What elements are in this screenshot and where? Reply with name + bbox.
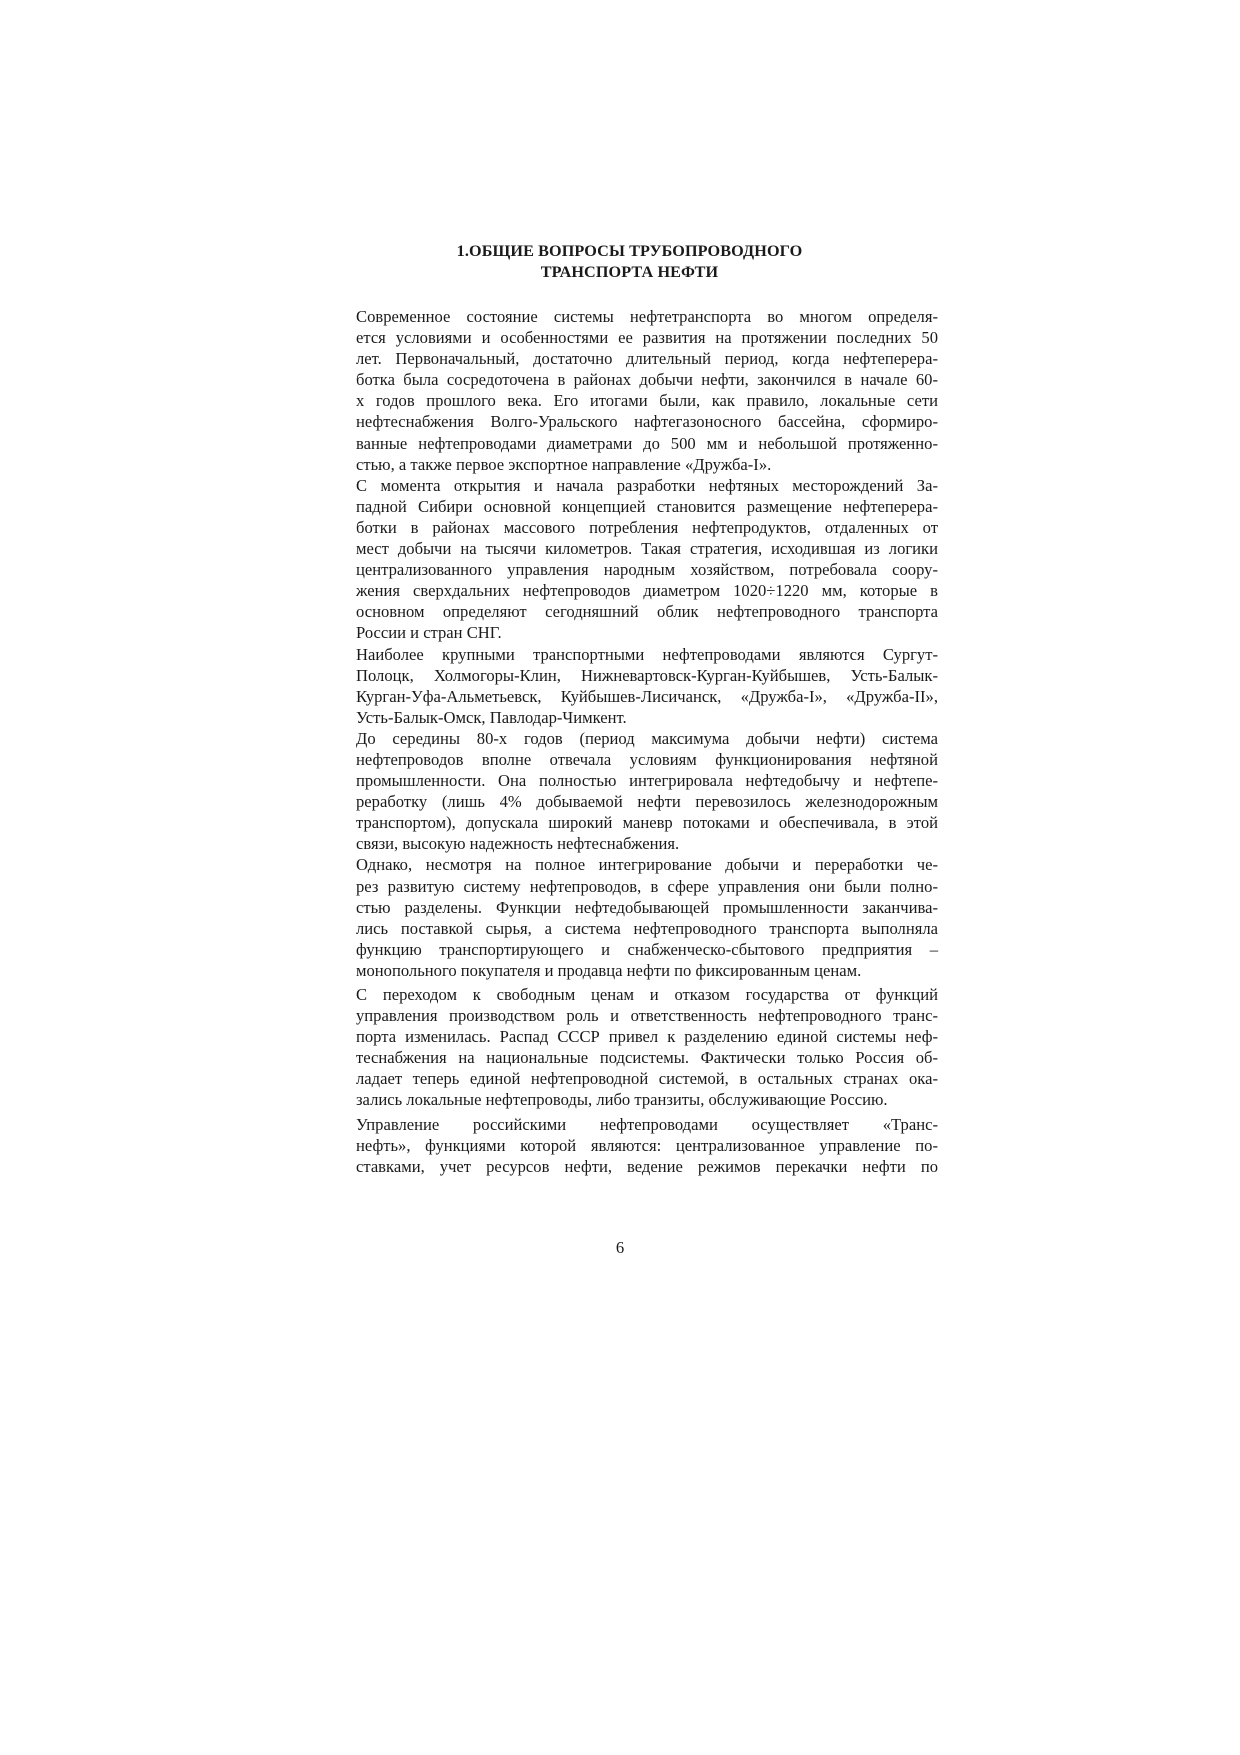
text-line: жения сверхдальних нефтепроводов диаметром 1020÷1220 мм, которые в	[356, 581, 938, 601]
text-line: рез развитую систему нефтепроводов, в сфере управления они были полно-	[356, 876, 938, 896]
text-line: связи, высокую надежность нефтеснабжения.	[356, 834, 680, 854]
text-line: промышленности. Она полностью интегрировала нефтедобычу и нефтепе-	[356, 771, 938, 791]
text-line: Курган-Уфа-Альметьевск, Куйбышев-Лисичанск, «Дружба-I», «Дружба-II»,	[356, 686, 938, 706]
text-line: До середины 80-х годов (период максимума добычи нефти) система	[356, 728, 938, 748]
text-line: централизованного управления народным хозяйством, потребовала соору-	[356, 560, 938, 580]
paragraph	[321, 306, 938, 475]
text-line: России и стран СНГ.	[356, 623, 502, 643]
text-line: стью разделены. Функции нефтедобывающей промышленности заканчива-	[356, 897, 938, 917]
text-line: основном определяют сегодняшний облик нефтепроводного транспорта	[356, 602, 938, 622]
chapter-title-line-2: ТРАНСПОРТА НЕФТИ	[540, 263, 719, 281]
body-text	[321, 306, 938, 1177]
paragraph	[321, 984, 938, 1111]
paragraph	[321, 475, 938, 644]
text-line: порта изменилась. Распад СССР привел к разделению единой системы неф-	[356, 1027, 938, 1047]
text-line: реработку (лишь 4% добываемой нефти перевозилось железнодорожным	[356, 792, 938, 812]
text-line: С момента открытия и начала разработки нефтяных месторождений За-	[356, 475, 938, 495]
page-content	[321, 241, 938, 1177]
text-line: лет. Первоначальный, достаточно длительный период, когда нефтеперера-	[356, 349, 938, 369]
paragraph	[321, 644, 938, 728]
text-line: ванные нефтепроводами диаметрами до 500 мм и небольшой протяженно-	[356, 433, 938, 453]
text-line: стью, а также первое экспортное направление «Дружба-I».	[356, 454, 772, 474]
text-line: ладает теперь единой нефтепроводной системой, в остальных странах ока-	[356, 1069, 938, 1089]
paragraph	[321, 728, 938, 855]
paragraph	[321, 1114, 938, 1177]
chapter-title	[321, 241, 938, 283]
text-line: зались локальные нефтепроводы, либо транзиты, обслуживающие Россию.	[356, 1090, 888, 1110]
text-line: нефтеснабжения Волго-Уральского нафтегазоносного бассейна, сформиро-	[356, 412, 938, 432]
text-line: монопольного покупателя и продавца нефти по фиксированным ценам.	[356, 960, 862, 980]
text-line: функцию транспортирующего и снабженческо-сбытового предприятия –	[356, 939, 938, 959]
text-line: управления производством роль и ответственность нефтепроводного транс-	[356, 1006, 938, 1026]
text-line: Полоцк, Холмогоры-Клин, Нижневартовск-Курган-Куйбышев, Усть-Балык-	[356, 665, 938, 685]
paragraph	[321, 854, 938, 981]
text-line: ботки в районах массового потребления нефтепродуктов, отдаленных от	[356, 517, 938, 537]
text-line: Современное состояние системы нефтетранспорта во многом определя-	[356, 307, 938, 326]
text-line: мест добычи на тысячи километров. Такая стратегия, исходившая из логики	[356, 539, 938, 559]
text-line: Усть-Балык-Омск, Павлодар-Чимкент.	[356, 707, 627, 727]
text-line: падной Сибири основной концепцией становится размещение нефтеперера-	[356, 496, 938, 516]
text-line: Управление российскими нефтепроводами осуществляет «Транс-	[356, 1114, 938, 1134]
text-line: лись поставкой сырья, а система нефтепроводного транспорта выполняла	[356, 918, 938, 938]
text-line: ботка была сосредоточена в районах добычи нефти, закончился в начале 60-	[356, 370, 938, 390]
text-line: ставками, учет ресурсов нефти, ведение режимов перекачки нефти по	[356, 1156, 938, 1176]
text-line: Однако, несмотря на полное интегрирование добычи и переработки че-	[356, 855, 938, 875]
text-line: нефтепроводов вполне отвечала условиям функционирования нефтяной	[356, 749, 938, 769]
page-number: 6	[615, 1238, 625, 1257]
text-line: теснабжения на национальные подсистемы. Фактически только Россия об-	[356, 1048, 938, 1068]
text-line: С переходом к свободным ценам и отказом государства от функций	[356, 985, 938, 1004]
text-line: х годов прошлого века. Его итогами были, как правило, локальные сети	[356, 391, 938, 411]
text-line: ется условиями и особенностями ее развития на протяжении последних 50	[356, 328, 938, 348]
text-line: Наиболее крупными транспортными нефтепроводами являются Сургут-	[356, 644, 938, 664]
chapter-title-line-1: 1.ОБЩИЕ ВОПРОСЫ ТРУБОПРОВОДНОГО	[456, 242, 803, 260]
text-line: нефть», функциями которой являются: централизованное управление по-	[356, 1135, 938, 1155]
text-line: транспортом), допускала широкий маневр потоками и обеспечивала, в этой	[356, 813, 938, 833]
